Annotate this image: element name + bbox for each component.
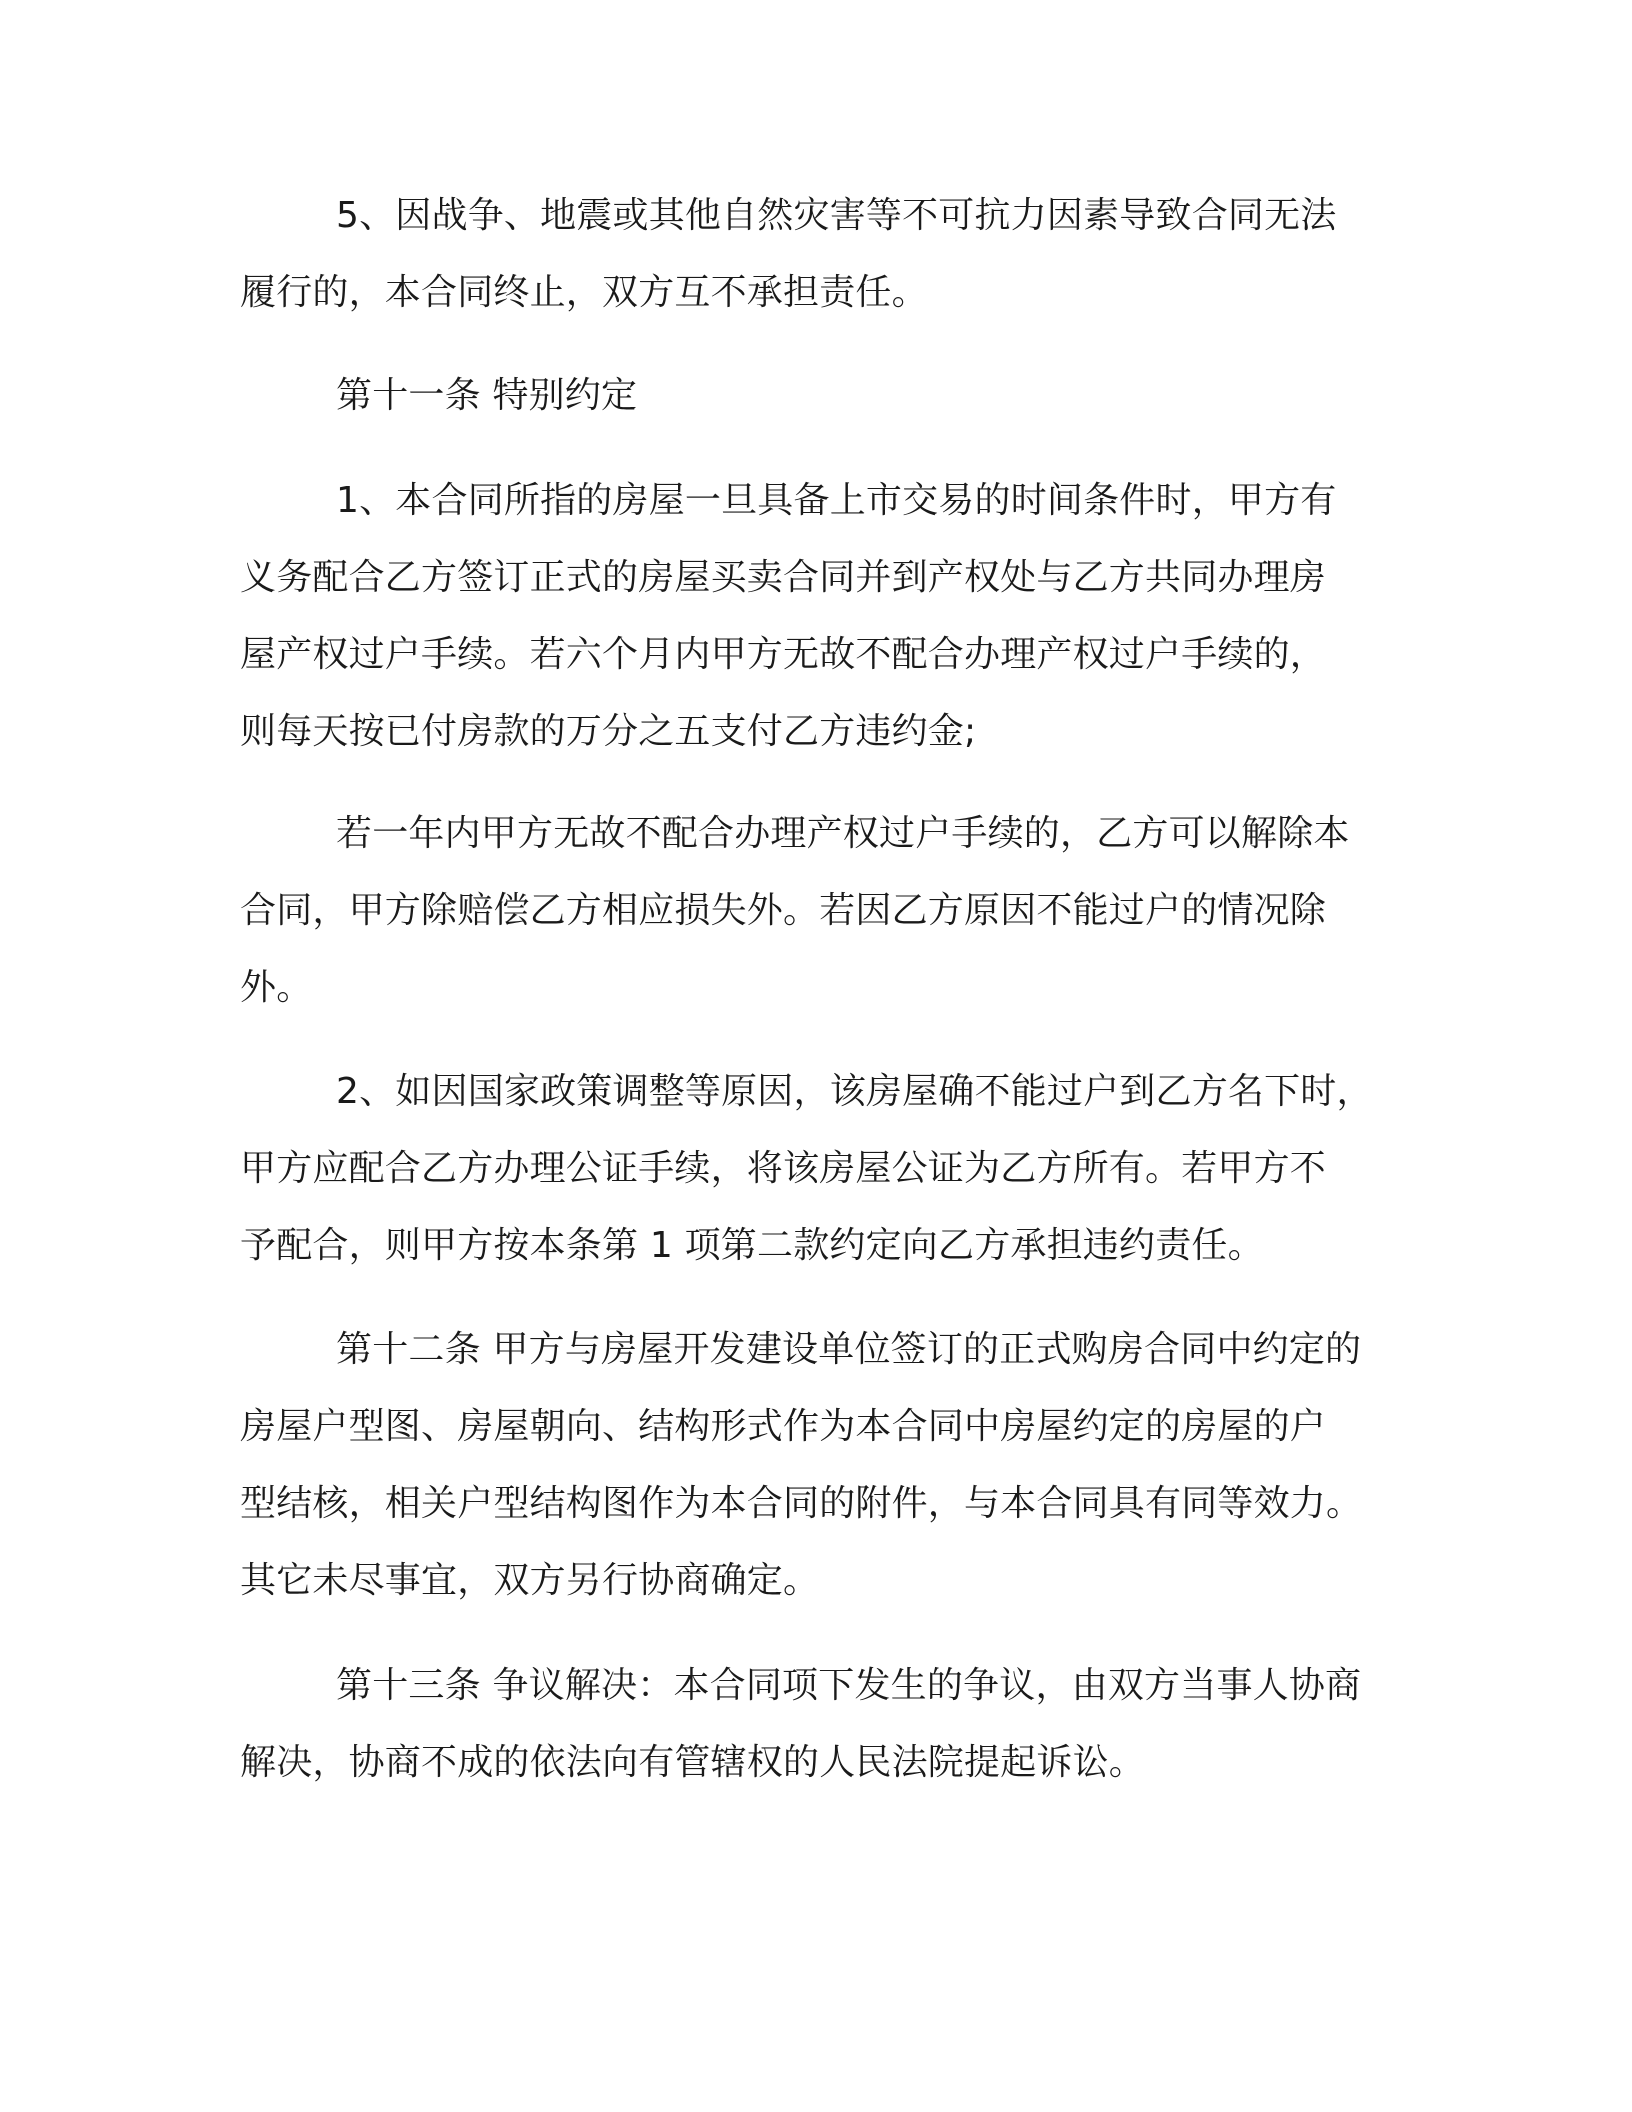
text-line: 5、因战争、地震或其他自然灾害等不可抗力因素导致合同无法 bbox=[336, 195, 1337, 236]
text-line: 则每天按已付房款的万分之五支付乙方违约金; bbox=[240, 711, 977, 752]
article-11-heading bbox=[240, 357, 1390, 434]
text-line: 第十三条 争议解决：本合同项下发生的争议，由双方当事人协商 bbox=[336, 1665, 1362, 1706]
paragraph-article-11-item-2 bbox=[240, 1053, 1390, 1284]
paragraph-force-majeure bbox=[240, 177, 1390, 331]
text-line: 合同，甲方除赔偿乙方相应损失外。若因乙方原因不能过户的情况除 bbox=[240, 890, 1327, 931]
text-line: 甲方应配合乙方办理公证手续，将该房屋公证为乙方所有。若甲方不 bbox=[240, 1148, 1327, 1189]
text-line: 1、本合同所指的房屋一旦具备上市交易的时间条件时，甲方有 bbox=[336, 480, 1337, 521]
text-line: 房屋户型图、房屋朝向、结构形式作为本合同中房屋约定的房屋的户 bbox=[240, 1406, 1327, 1447]
text-line: 其它未尽事宜，双方另行协商确定。 bbox=[240, 1560, 820, 1601]
text-line: 型结核，相关户型结构图作为本合同的附件，与本合同具有同等效力。 bbox=[240, 1483, 1363, 1524]
section-heading: 第十一条 特别约定 bbox=[336, 375, 638, 416]
text-line: 第十二条 甲方与房屋开发建设单位签订的正式购房合同中约定的 bbox=[336, 1329, 1362, 1370]
text-line: 外。 bbox=[240, 967, 313, 1008]
text-line: 解决，协商不成的依法向有管辖权的人民法院提起诉讼。 bbox=[240, 1742, 1146, 1783]
text-line: 2、如因国家政策调整等原因，该房屋确不能过户到乙方名下时， bbox=[336, 1071, 1373, 1112]
text-line: 履行的，本合同终止，双方互不承担责任。 bbox=[240, 272, 928, 313]
text-line: 予配合，则甲方按本条第 1 项第二款约定向乙方承担违约责任。 bbox=[240, 1225, 1264, 1266]
paragraph-article-12 bbox=[240, 1311, 1390, 1619]
text-line: 义务配合乙方签订正式的房屋买卖合同并到产权处与乙方共同办理房 bbox=[240, 557, 1327, 598]
paragraph-article-13 bbox=[240, 1647, 1390, 1801]
text-line: 若一年内甲方无故不配合办理产权过户手续的，乙方可以解除本 bbox=[336, 813, 1350, 854]
text-line: 屋产权过户手续。若六个月内甲方无故不配合办理产权过户手续的， bbox=[240, 634, 1327, 675]
paragraph-article-11-item-1 bbox=[240, 462, 1390, 770]
paragraph-article-11-item-1-cont bbox=[240, 795, 1390, 1026]
